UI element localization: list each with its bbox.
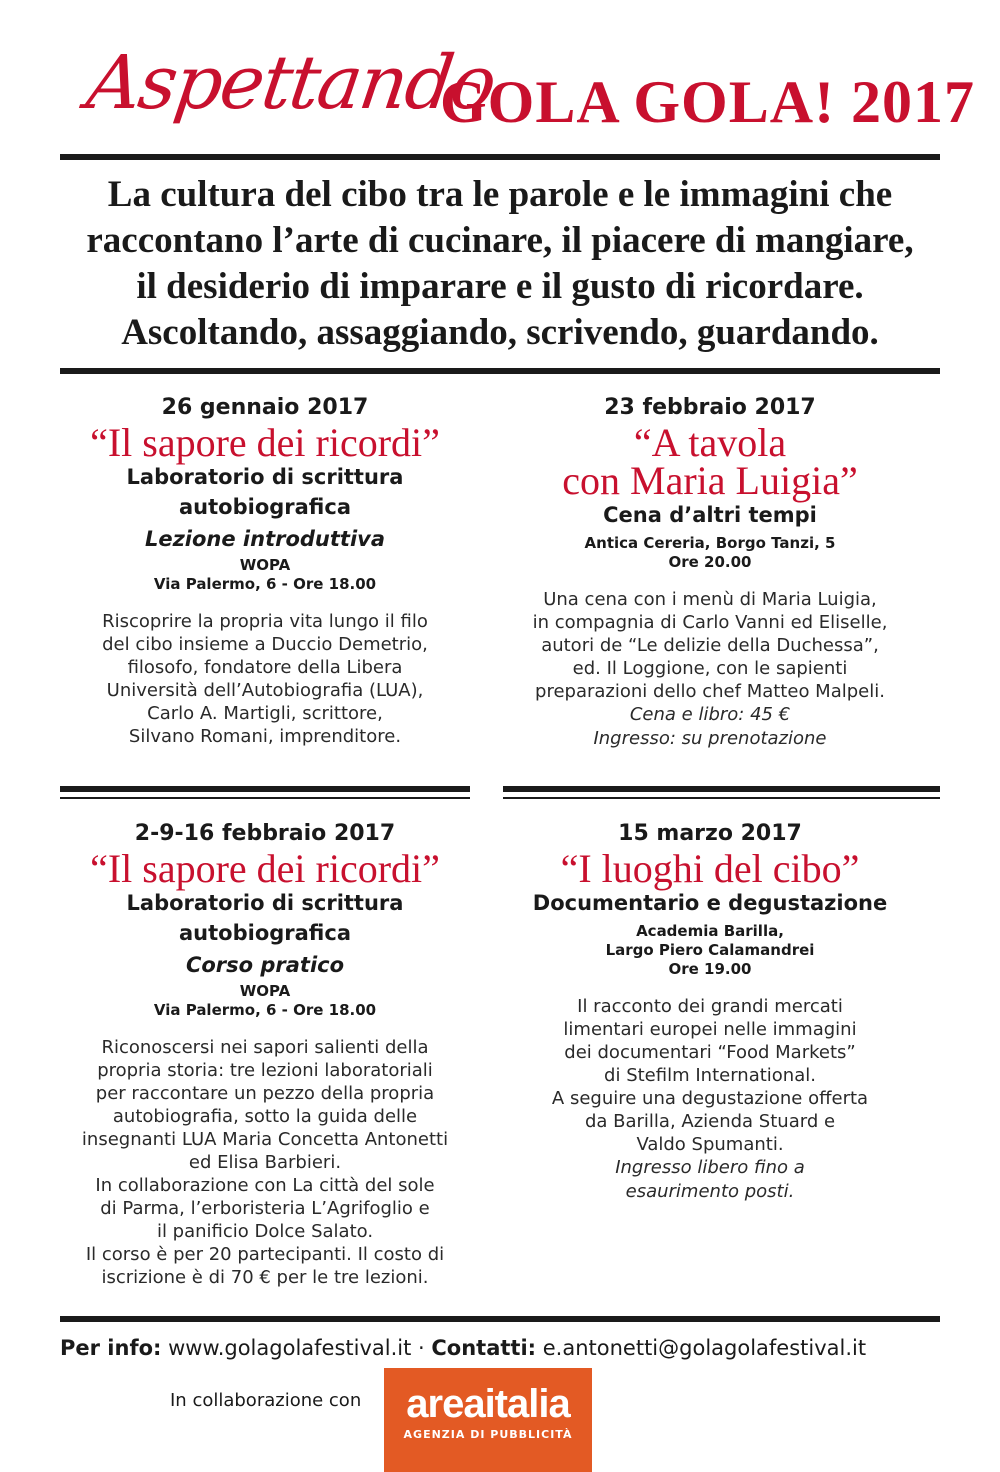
footer-divider	[60, 1316, 940, 1322]
event-session: Corso pratico	[185, 953, 345, 977]
event-description-line: insegnanti LUA Maria Concetta Antonetti	[81, 1129, 449, 1150]
event-title: con Maria Luigia”	[562, 458, 858, 503]
logo-name: areaitalia	[406, 1382, 570, 1426]
email-link[interactable]: e.antonetti@golagolafestival.it	[542, 1336, 867, 1360]
event-description-line: filosofo, fondatore della Libera	[127, 657, 403, 678]
intro-line: raccontano l’arte di cucinare, il piacere di mangiare,	[86, 220, 914, 261]
event-subtitle: Laboratorio di scrittura	[126, 465, 404, 489]
event-venue: Antica Cereria, Borgo Tanzi, 5	[584, 534, 836, 552]
footer-contact-info	[60, 1336, 940, 1360]
event-description-line: autori de “Le delizie della Duchessa”,	[541, 635, 879, 656]
event-description-line: Silvano Romani, imprenditore.	[128, 726, 402, 747]
event-subtitle: Laboratorio di scrittura	[126, 891, 404, 915]
event-description-line: da Barilla, Azienda Stuard e	[584, 1111, 836, 1132]
event-date: 2-9-16 febbraio 2017	[134, 821, 396, 846]
website-link[interactable]: www.golagolafestival.it ·	[168, 1336, 425, 1360]
intro-divider	[60, 368, 940, 374]
event-description-line: il panificio Dolce Salato.	[156, 1221, 374, 1242]
event-date: 23 febbraio 2017	[604, 395, 816, 420]
page-title: GOLA GOLA! 2017	[440, 69, 976, 135]
event-subtitle: Cena d’altri tempi	[603, 503, 817, 527]
event-date: 26 gennaio 2017	[161, 395, 369, 420]
contact-label: Contatti:	[431, 1336, 537, 1360]
event-subtitle: autobiografica	[179, 921, 351, 945]
event-description-line: Valdo Spumanti.	[636, 1134, 784, 1155]
event-description-line: di Stefilm International.	[604, 1065, 816, 1086]
event-description-line: limentari europei nelle immagini	[563, 1019, 857, 1040]
script-title: Aspettando	[81, 40, 500, 126]
event-venue: WOPA	[239, 556, 291, 574]
event-venue: Ore 19.00	[668, 960, 752, 978]
event-venue: Via Palermo, 6 - Ore 18.00	[153, 1001, 377, 1019]
intro-line: Ascoltando, assaggiando, scrivendo, guardando.	[121, 312, 879, 353]
event-description-line: dei documentari “Food Markets”	[564, 1042, 856, 1063]
event-description-line: propria storia: tre lezioni laboratoriali	[97, 1060, 433, 1081]
event-description-line: Il racconto dei grandi mercati	[577, 996, 843, 1017]
intro-line: La cultura del cibo tra le parole e le immagini che	[107, 174, 893, 215]
intro-text	[60, 172, 940, 356]
header-divider	[60, 154, 940, 160]
event-card-4	[505, 820, 915, 1204]
event-note: Cena e libro: 45 €	[629, 704, 791, 725]
event-divider	[503, 797, 940, 799]
event-card-1	[60, 394, 470, 748]
intro-line: il desiderio di imparare e il gusto di ricordare.	[136, 266, 864, 307]
event-description-line: Una cena con i menù di Maria Luigia,	[543, 589, 877, 610]
event-description-line: ed Elisa Barbieri.	[188, 1152, 342, 1173]
event-description-line: autobiografia, sotto la guida delle	[112, 1106, 418, 1127]
event-divider	[60, 786, 470, 792]
collaboration-label: In collaborazione con	[170, 1390, 362, 1411]
areaitalia-logo	[384, 1368, 592, 1472]
event-divider	[60, 797, 470, 799]
event-title: “A tavola	[633, 420, 787, 465]
event-description-line: per raccontare un pezzo della propria	[95, 1083, 435, 1104]
header	[60, 30, 976, 158]
event-title: “Il sapore dei ricordi”	[90, 846, 440, 891]
event-venue: Largo Piero Calamandrei	[605, 941, 815, 959]
event-description-line: Riscoprire la propria vita lungo il filo	[102, 611, 428, 632]
event-card-2	[505, 394, 915, 751]
event-venue: Via Palermo, 6 - Ore 18.00	[153, 575, 377, 593]
event-description-line: Riconoscersi nei sapori salienti della	[101, 1037, 429, 1058]
event-note: Ingresso: su prenotazione	[593, 728, 827, 749]
event-description-line: ed. Il Loggione, con le sapienti	[572, 658, 848, 679]
event-description-line: Università dell’Autobiografia (LUA),	[106, 680, 424, 701]
event-description-line: Carlo A. Martigli, scrittore,	[147, 703, 383, 724]
logo-tagline: AGENZIA DI PUBBLICITÀ	[403, 1428, 573, 1441]
event-session: Lezione introduttiva	[144, 527, 386, 551]
event-divider	[503, 786, 940, 792]
event-title: “Il sapore dei ricordi”	[90, 420, 440, 465]
event-note: Ingresso libero fino a	[615, 1157, 805, 1178]
event-subtitle: Documentario e degustazione	[532, 891, 888, 915]
event-subtitle: autobiografica	[179, 495, 351, 519]
event-description-line: di Parma, l’erboristeria L’Agrifoglio e	[100, 1198, 430, 1219]
event-date: 15 marzo 2017	[618, 821, 802, 846]
event-description-line: Il corso è per 20 partecipanti. Il costo di	[85, 1244, 445, 1265]
event-venue: Ore 20.00	[668, 553, 752, 571]
event-description-line: A seguire una degustazione offerta	[551, 1088, 869, 1109]
event-card-3	[60, 820, 470, 1289]
event-venue: Academia Barilla,	[636, 922, 784, 940]
event-title: “I luoghi del cibo”	[560, 846, 860, 891]
event-description-line: preparazioni dello chef Matteo Malpeli.	[535, 681, 885, 702]
event-venue: WOPA	[239, 982, 291, 1000]
event-description-line: in compagnia di Carlo Vanni ed Eliselle,	[532, 612, 888, 633]
info-label: Per info:	[60, 1336, 162, 1360]
event-description-line: iscrizione è di 70 € per le tre lezioni.	[101, 1267, 429, 1288]
event-description-line: In collaborazione con La città del sole	[95, 1175, 435, 1196]
event-description-line: del cibo insieme a Duccio Demetrio,	[102, 634, 428, 655]
event-note: esaurimento posti.	[625, 1181, 795, 1202]
